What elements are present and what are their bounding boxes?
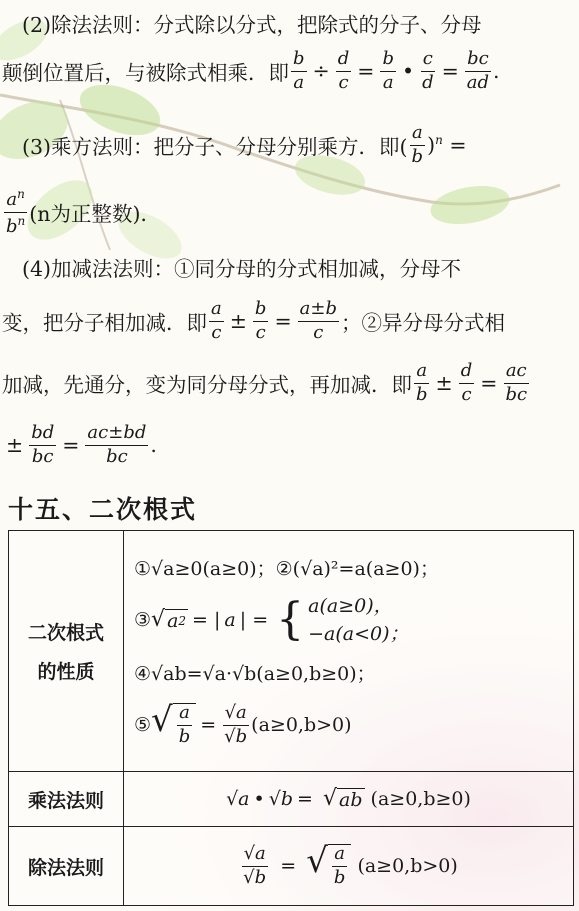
properties-label xyxy=(9,531,124,772)
division-rule-line-1 xyxy=(22,8,579,38)
property-rule-1-2: ①√a≥0(a≥0)；②(√a)²=a(a≥0)； xyxy=(134,558,439,580)
fraction-ac-over-bc: $\frac{ac}{bc}$ xyxy=(505,360,528,405)
radical-properties-table xyxy=(8,530,574,906)
power-rule-result-line xyxy=(2,188,579,237)
sqrt-a-squared: √ a 2 xyxy=(151,606,187,632)
property-rule-3: ③ √ a 2 = | a | = { a(a≥0)， −a(a<0)； xyxy=(134,589,563,651)
section-title: 十五、二次根式 xyxy=(8,495,198,524)
fraction-sqrt-a-over-sqrt-b: $\frac{√a}{√b}$ xyxy=(224,701,248,747)
rule-5-condition: (a≥0,b>0) xyxy=(251,714,352,736)
case-negative: −a(a<0)； xyxy=(308,623,409,645)
fraction-d-over-c: $\frac{d}{c}$ xyxy=(337,48,350,93)
fraction-a-pm-b-over-c: $\frac{a\pm b}{c}$ xyxy=(299,298,337,343)
multiplication-rule: √a • √b = √ ab (a≥0,b≥0) xyxy=(124,772,574,827)
table-row-multiplication xyxy=(9,772,574,827)
fraction-b-over-c: $\frac{b}{c}$ xyxy=(254,298,267,343)
fraction-bd-over-bc: $\frac{bd}{bc}$ xyxy=(31,422,55,467)
power-rule-line: (3)乘方法则：把分子、分母分别乘方．即( $\frac{a}{b}$ )$^n$ = xyxy=(22,122,467,167)
power-rule-condition: (n为正整数)． xyxy=(29,202,161,227)
multiplication-label: 乘法法则 xyxy=(9,772,124,827)
fraction-a-over-c: $\frac{a}{c}$ xyxy=(211,298,222,343)
properties-label-line-1: 二次根式 xyxy=(27,622,104,644)
properties-content xyxy=(124,531,574,772)
addition-rule-general-text: 加减，先通分，变为同分母分式，再加减．即 xyxy=(2,373,412,398)
division-label: 除法法则 xyxy=(9,827,124,906)
fraction-bc-over-ad: $\frac{bc}{ad}$ xyxy=(466,48,490,93)
division-rule-formula-line: 颠倒位置后，与被除式相乘．即 $\frac{b}{a}$ ÷ $\frac{d}{c}$ = $\frac{b}{a}$ • $\frac{c}{d}$ = $\frac{bc}{ad}$ . xyxy=(2,48,500,93)
case-nonnegative: a(a≥0)， xyxy=(308,594,393,617)
table-row-properties xyxy=(9,531,574,772)
addition-rule-line-1 xyxy=(22,252,579,282)
sqrt-ab: √ ab xyxy=(322,785,363,811)
addition-rule-text: (4)加减法法则：①同分母的分式相加减，分母不 xyxy=(22,257,462,281)
fraction-a-over-b: $\frac{a}{b}$ xyxy=(416,360,428,405)
addition-rule-same-denominator-text: 变，把分子相加减．即 xyxy=(2,311,207,336)
sqrt-a-over-b: √ $\frac{a}{b}$ xyxy=(306,844,351,888)
sqrt-a-over-b: √ $\frac{a}{b}$ xyxy=(151,703,196,747)
fraction-ac-pm-bd-over-bc: $\frac{ac\pm bd}{bc}$ xyxy=(87,422,147,467)
division-rule-text: (2)除法法则：分式除以分式，把除式的分子、分母 xyxy=(22,13,482,37)
table-row-division xyxy=(9,827,574,906)
division-rule: $\frac{√a}{√b}$ = √ $\frac{a}{b}$ (a≥0,b>0) xyxy=(124,827,574,906)
properties-label-line-2: 的性质 xyxy=(37,661,95,683)
division-condition: (a≥0,b>0) xyxy=(357,854,458,877)
fraction-a-over-b: $\frac{a}{b}$ xyxy=(411,122,424,167)
property-rule-5: ⑤ √ $\frac{a}{b}$ = $\frac{√a}{√b}$ (a≥0,b>0) xyxy=(134,700,352,747)
power-rule-text: (3)乘方法则：把分子、分母分别乘方．即( xyxy=(22,135,408,160)
property-rule-4: ④√ab=√a·√b(a≥0,b≥0)； xyxy=(134,663,376,685)
addition-rule-result-line: ± $\frac{bd}{bc}$ = $\frac{ac\pm bd}{bc}$ . xyxy=(6,422,157,467)
fraction-d-over-c: $\frac{d}{c}$ xyxy=(460,360,473,405)
fraction-c-over-d: $\frac{c}{d}$ xyxy=(422,48,434,93)
fraction-b-over-a: $\frac{b}{a}$ xyxy=(293,48,305,93)
addition-rule-general-line: 加减，先通分，变为同分母分式，再加减．即 $\frac{a}{b}$ ± $\frac{d}{c}$ = $\frac{ac}{bc}$ xyxy=(2,360,528,405)
fraction-sqrt-a-over-sqrt-b: $\frac{√a}{√b}$ xyxy=(243,843,267,889)
addition-rule-diff-denominator-text: ；②异分母分式相 xyxy=(340,311,505,336)
fraction-an-over-bn: $\frac{a^n}{b^n}$ xyxy=(6,187,26,237)
multiplication-condition: (a≥0,b≥0) xyxy=(370,787,471,810)
division-rule-intro-text: 颠倒位置后，与被除式相乘．即 xyxy=(2,61,289,86)
fraction-b-over-a: $\frac{b}{a}$ xyxy=(382,48,394,93)
addition-rule-formula-line: 变，把分子相加减．即 $\frac{a}{c}$ ± $\frac{b}{c}$ = $\frac{a\pm b}{c}$ ；②异分母分式相 xyxy=(2,298,505,343)
